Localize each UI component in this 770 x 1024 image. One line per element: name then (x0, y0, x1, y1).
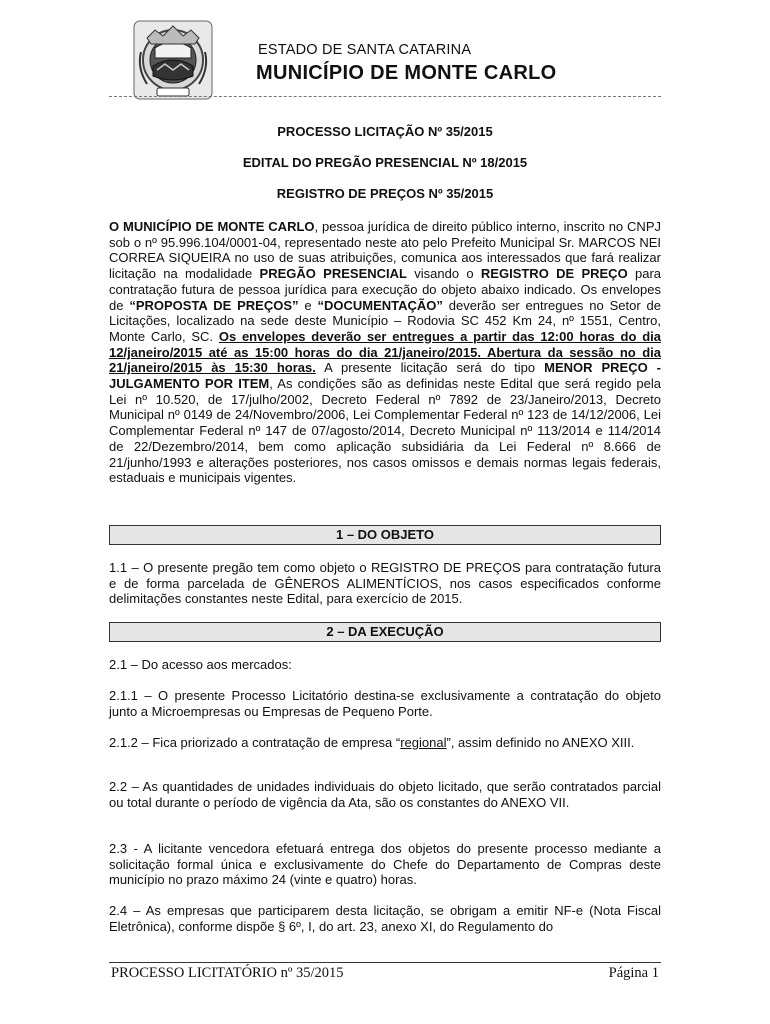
intro-deadline-underlined: Os envelopes deverão ser entregues a partir das 12:00 horas do dia 12/janeiro/2015 até as 15:00 horas do dia 21/janeiro/2015. Abertura da sessão no dia 21/janeiro/2015 às 15:30 horas. (109, 328, 661, 376)
intro-documentacao-bold: “DOCUMENTAÇÃO” (317, 297, 443, 313)
paragraph-2-3: 2.3 - A licitante vencedora efetuará entrega dos objetos do presente processo mediante a solicitação formal única e exclusivamente do Chefe do Departamento de Compras deste município no prazo máximo 24 (vinte e quatro) horas. (109, 841, 661, 888)
title-processo: PROCESSO LICITAÇÃO Nº 35/2015 (277, 124, 493, 139)
paragraph-2-1-2-text-a: 2.1.2 – Fica priorizado a contratação de empresa “ (109, 735, 401, 750)
intro-text-4: e (298, 297, 318, 313)
intro-municipality-bold: O MUNICÍPIO DE MONTE CARLO (109, 219, 315, 234)
intro-text-1: , pessoa jurídica de direito público interno, inscrito no CNPJ sob o nº 95.996.104/0001-04, representado neste ato pelo Prefeito Municipal Sr. MARCOS NEI CORREA SIQUEIRA no uso de suas atribuições, comunica aos interessados que fará realizar licitação na modalidade (109, 219, 661, 282)
paragraph-2-1-1: 2.1.1 – O presente Processo Licitatório destina-se exclusivamente a contratação do objeto junto a Microempresas ou Empresas de Pequeno Porte. (109, 688, 661, 719)
intro-text-2: visando o (406, 266, 481, 282)
intro-proposta-bold: “PROPOSTA DE PREÇOS” (129, 297, 299, 313)
section-heading-objeto: 1 – DO OBJETO (109, 525, 661, 545)
paragraph-2-1-2-regional: regional (400, 735, 447, 750)
header-municipality-name: MUNICÍPIO DE MONTE CARLO (256, 62, 557, 84)
intro-paragraph (109, 219, 661, 486)
intro-text-5: deverão ser entregues no Setor de Licitações, localizado na sede deste Município – Rodovia SC 452 Km 24, nº 1551, Centro, Monte Carlo, SC. (109, 297, 661, 344)
header-state-name: ESTADO DE SANTA CATARINA (258, 42, 472, 58)
header-divider (109, 96, 661, 97)
paragraph-2-1: 2.1 – Do acesso aos mercados: (109, 657, 292, 672)
intro-text-6: A presente licitação será do tipo (315, 360, 545, 376)
intro-text-7: , As condições são as definidas neste Edital que será regido pela Lei nº 10.520, de 17/julho/2002, Decreto Federal nº 7892 de 23/Janeiro/2013, Decreto Municipal nº 0149 de 24/Novembro/2006, Lei Complementar Federal nº 123 de 14/12/2006, Lei Complementar Federal nº 147 de 07/agosto/2014, Decreto Municipal nº 113/2014 e 114/2014 de 22/Dezembro/2014, bem como aplicação subsidiária da Lei Federal nº 8.666 de 21/junho/1993 e alterações posteriores, nos casos omissos e demais normas legais federais, estaduais e municipais vigentes. (109, 376, 661, 486)
intro-modality-bold: PREGÃO PRESENCIAL (259, 266, 407, 282)
intro-text-3: para contratação futura de pessoa jurídica para execução do objeto abaixo indicado. Os envelopes de (109, 266, 662, 313)
section-heading-execucao: 2 – DA EXECUÇÃO (109, 622, 661, 642)
paragraph-1-1: 1.1 – O presente pregão tem como objeto o REGISTRO DE PREÇOS para contratação futura e de forma parcelada de GÊNEROS ALIMENTÍCIOS, nos casos especificados conforme delimitações constantes neste Edital, para exercício de 2015. (109, 560, 661, 607)
title-registro: REGISTRO DE PREÇOS Nº 35/2015 (276, 186, 494, 201)
intro-registro-bold: REGISTRO DE PREÇO (480, 266, 628, 282)
footer-page-number: Página 1 (608, 965, 659, 981)
intro-type-bold: MENOR PREÇO - JULGAMENTO POR ITEM (109, 360, 661, 392)
paragraph-2-4: 2.4 – As empresas que participarem desta licitação, se obrigam a emitir NF-e (Nota Fiscal Eletrônica), conforme dispõe § 6º, I, do art. 23, anexo XI, do Regulamento do (109, 903, 661, 934)
paragraph-2-1-2 (109, 735, 661, 751)
page-footer (109, 962, 661, 987)
title-edital: EDITAL DO PREGÃO PRESENCIAL Nº 18/2015 (242, 155, 528, 170)
footer-process-label: PROCESSO LICITATÓRIO nº 35/2015 (111, 965, 344, 981)
paragraph-2-1-2-text-c: ”, assim definido no ANEXO XIII. (446, 735, 635, 750)
paragraph-2-2: 2.2 – As quantidades de unidades individuais do objeto licitado, que serão contratados parcial ou total durante o período de vigência da Ata, são os constantes do ANEXO VII. (109, 779, 661, 810)
municipal-crest-icon (133, 18, 213, 102)
